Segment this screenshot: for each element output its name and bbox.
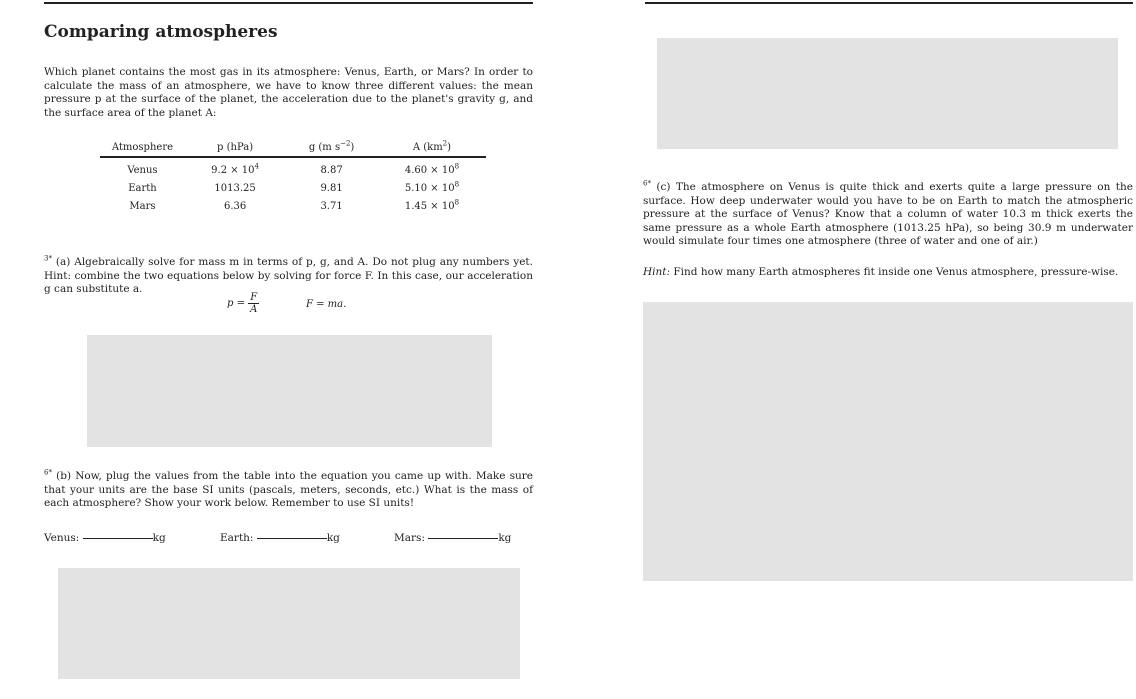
fraction-f-over-a: $\frac{F}{A}$ [250, 292, 258, 315]
answer-mars [394, 532, 511, 544]
answer-box-b[interactable] [58, 568, 520, 679]
header-pressure: p (hPa) [185, 140, 285, 157]
cell-name: Venus [127, 165, 158, 176]
points-badge: 6 [44, 468, 49, 477]
header-atmosphere: Atmosphere [100, 140, 185, 157]
cell-name: Earth [128, 183, 157, 194]
unit-kg: kg [152, 532, 166, 544]
table-header-row [100, 140, 486, 157]
venus-answer-blank[interactable] [83, 537, 153, 539]
cell-gravity: 9.81 [320, 183, 343, 194]
cell-pressure: $9.2 \times 10^4$ [211, 162, 259, 176]
unit-kg: kg [498, 532, 512, 544]
equation-force: F = ma. [306, 299, 347, 310]
hint-text: Find how many Earth atmospheres fit inside one Venus atmosphere, pressure-wise. [673, 266, 1119, 278]
cell-pressure: 6.36 [223, 201, 247, 212]
answer-venus [44, 532, 166, 544]
question-a-text: (a) Algebraically solve for mass m in terms of p, g, and A. Do not plug any numbers yet. Hint: combine the two equations below by solving for force F. In this case, our acceleration g can substitute a. [44, 256, 533, 295]
venus-label: Venus: [44, 532, 80, 544]
cell-area: $1.45 \times 10^8$ [404, 198, 460, 212]
page-title: Comparing atmospheres [44, 22, 278, 42]
hint-label: Hint: [643, 266, 671, 278]
cell-pressure: 1013.25 [214, 183, 256, 194]
cell-name: Mars [129, 201, 156, 212]
cell-area: $4.60 \times 10^8$ [404, 162, 460, 176]
question-b-text: (b) Now, plug the values from the table into the equation you came up with. Make sure that your units are the base SI units (pascals, meters, seconds, etc.) What is the mass of each atmosphere? Show your work below. Remember to use SI units! [44, 470, 534, 509]
answer-box-c[interactable] [643, 302, 1133, 581]
left-page-top-rule [44, 2, 533, 4]
mars-label: Mars: [394, 532, 425, 544]
question-b: $^{6*}$ (b) Now, plug the values from the table into the equation you came up with. Make sure that your units are the base SI units (pascals, meters, seconds, etc.) What is the mass of each atmosphere? Show your work below. Remember to use SI units! [44, 468, 534, 509]
table-row [100, 178, 486, 196]
cell-gravity: 8.87 [320, 165, 343, 176]
cell-area: $5.10 \times 10^8$ [404, 180, 460, 194]
earth-label: Earth: [220, 532, 254, 544]
header-gravity: g (m $s^{-2}$) [285, 140, 378, 157]
earth-answer-blank[interactable] [257, 537, 327, 539]
question-c-text: (c) The atmosphere on Venus is quite thick and exerts quite a large pressure on the surface. How deep underwater would you have to be on Earth to match the atmospheric pressure at the surface of Venus? Know that a column of water 10.3 m thick exerts the same pressure as a whole Earth atmosphere (1013.25 hPa), so being 30.9 m underwater would simulate four times one atmosphere (three of water and one of air.) [643, 181, 1133, 247]
header-area: A $(km^2)$ [378, 140, 486, 157]
mars-answer-blank[interactable] [428, 537, 498, 539]
intro-paragraph: Which planet contains the most gas in its atmosphere: Venus, Earth, or Mars? In order to calculate the mass of an atmosphere, we have to know three different values: the mean pressure p at the surface of the planet, the acceleration due to the planet's gravity g, and the surface area of the planet A: [44, 66, 533, 119]
question-c: $^{6*}$ (c) The atmosphere on Venus is quite thick and exerts quite a large pressure on the surface. How deep underwater would you have to be on Earth to match the atmospheric pressure at the surface of Venus? Know that a column of water 10.3 m thick exerts the same pressure as a whole Earth atmosphere (1013.25 hPa), so being 30.9 m underwater would simulate four times one atmosphere (three of water and one of air.) [643, 179, 1133, 247]
answer-box-right-top[interactable] [657, 38, 1118, 149]
table-row [100, 157, 486, 178]
atmosphere-table [100, 140, 486, 214]
cell-gravity: 3.71 [320, 201, 343, 212]
unit-kg: kg [326, 532, 340, 544]
answer-box-a[interactable] [87, 335, 492, 447]
table-row [100, 196, 486, 214]
equation-pressure: p = $\frac{F}{A}$ [227, 292, 258, 315]
right-page-top-rule [645, 2, 1133, 4]
answer-earth [220, 532, 340, 544]
question-a: $^{3*}$ (a) Algebraically solve for mass m in terms of p, g, and A. Do not plug any numbers yet. Hint: combine the two equations below by solving for force F. In this case, our acceleration g can substitute a. [44, 254, 533, 295]
points-badge: 6 [643, 179, 648, 188]
hint [643, 266, 1133, 280]
points-badge: 3 [44, 254, 49, 263]
